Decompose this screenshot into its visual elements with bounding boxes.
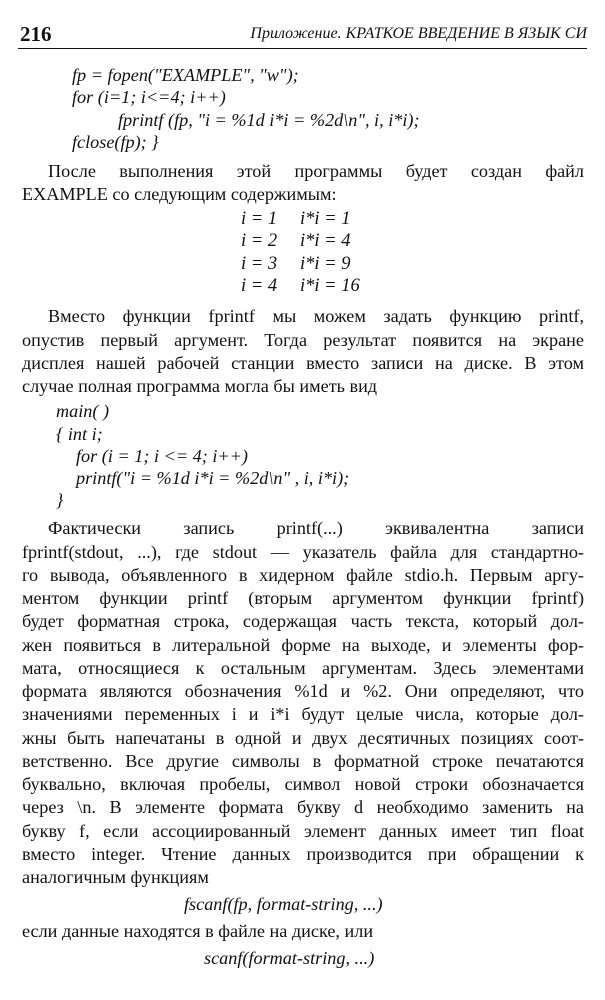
table-cell: i*i = 16	[300, 276, 360, 296]
text-line: го вывода, объявленного в хидерном файле stdio.h. Первым аргу-	[22, 565, 584, 585]
code-line: for (i = 1; i <= 4; i++)	[76, 446, 248, 466]
code-line: fclose(fp); }	[72, 132, 159, 152]
page-header	[18, 22, 587, 49]
code-line: main( )	[56, 401, 110, 421]
text-line: ментом функции printf (вторым аргументом функции fprintf)	[22, 588, 584, 608]
text-line: мата, относящиеся к остальным аргументам. Здесь элементами	[22, 658, 584, 678]
text-line: После выполнения этой программы будет создан файл	[48, 161, 584, 181]
code-line: }	[56, 490, 64, 510]
formula-scanf: scanf(format-string, ...)	[204, 948, 375, 968]
code-line: fprintf (fp, "i = %1d i*i = %2d\n", i, i*i);	[118, 110, 420, 130]
text-line: EXAMPLE со следующим содержимым:	[22, 184, 337, 204]
table-cell: i = 4	[241, 276, 278, 296]
running-head: Приложение. КРАТКОЕ ВВЕДЕНИЕ В ЯЗЫК СИ	[250, 25, 587, 42]
text-line: случае полная программа могла бы иметь вид	[22, 376, 378, 396]
text-line: букву f, если ассоциированный элемент данных имеет тип float	[22, 821, 584, 841]
text-line: значениями переменных i и i*i будут целые числа, которые дол-	[22, 704, 584, 724]
table-cell: i*i = 9	[300, 254, 351, 274]
text-line: если данные находятся в файле на диске, или	[22, 921, 374, 941]
code-line: printf("i = %1d i*i = %2d\n" , i, i*i);	[76, 468, 350, 488]
text-line: жен появиться в литеральной форме на выходе, и элементы фор-	[22, 635, 584, 655]
text-line: аналогичным функциям	[22, 867, 209, 887]
table-cell: i = 3	[241, 254, 278, 274]
formula-fscanf: fscanf(fp, format-string, ...)	[184, 894, 383, 914]
text-line: вместо integer. Чтение данных производится при обращении к	[22, 844, 584, 864]
text-line: Вместо функции fprintf мы можем задать функцию printf,	[48, 306, 584, 326]
page-number: 216	[20, 22, 52, 46]
text-line: будет форматная строка, содержащая часть текста, который дол-	[22, 611, 584, 631]
code-line: fp = fopen("EXAMPLE", "w");	[72, 65, 299, 85]
table-cell: i*i = 4	[300, 231, 351, 251]
text-line: fprintf(stdout, ...), где stdout — указатель файла для стандартно-	[22, 542, 584, 562]
table-cell: i = 2	[241, 231, 278, 251]
text-line: буквально, включая пробелы, символ новой строки обозначается	[22, 774, 584, 794]
code-line: { int i;	[56, 424, 103, 444]
text-line: Фактически запись printf(...) эквивалентна записи	[48, 518, 584, 538]
text-line: формата являются обозначения %1d и %2. Они определяют, что	[22, 681, 584, 701]
text-line: через \n. В элементе формата букву d необходимо заменить на	[22, 797, 584, 817]
text-line: жны быть напечатаны в одной и двух десятичных позициях соот-	[22, 728, 584, 748]
table-cell: i = 1	[241, 209, 278, 229]
text-line: ветственно. Все другие символы в форматной строке печатаются	[22, 751, 584, 771]
text-line: дисплея нашей рабочей станции вместо записи на диске. В этом	[22, 353, 584, 373]
table-cell: i*i = 1	[300, 209, 351, 229]
text-line: опустив первый аргумент. Тогда результат появится на экране	[22, 330, 584, 350]
code-line: for (i=1; i<=4; i++)	[72, 87, 226, 107]
